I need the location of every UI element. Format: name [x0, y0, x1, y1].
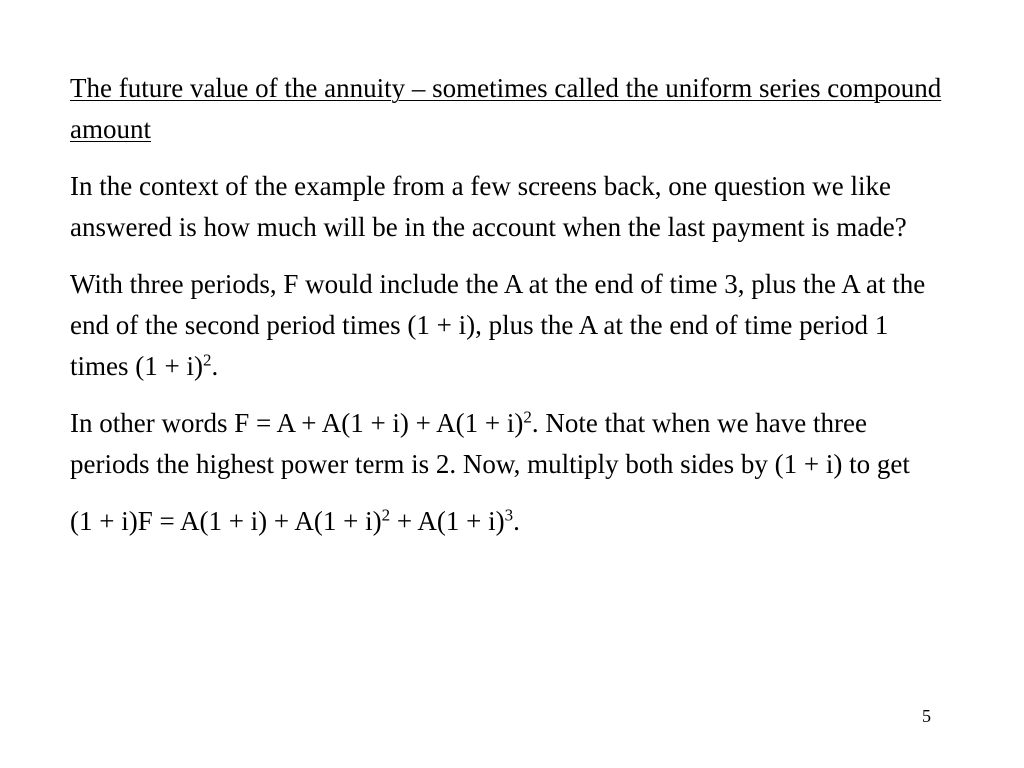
exponent: 2 — [523, 407, 532, 427]
page-number: 5 — [922, 706, 931, 726]
paragraph-other-words — [70, 403, 950, 485]
period-mark: . — [513, 506, 520, 536]
equation-line — [70, 501, 950, 542]
exponent: 2 — [202, 350, 212, 370]
slide-heading: The future value of the annuity – sometimes called the uniform series compound amount — [70, 73, 942, 144]
paragraph-three-periods — [70, 264, 950, 387]
paragraph-context: In the context of the example from a few screens back, one question we like answered is how much will be in the account when the last payment is made? — [70, 171, 907, 242]
equation-part-a: (1 + i)F = A(1 + i) + A(1 + i) — [70, 506, 382, 536]
exponent: 3 — [504, 505, 514, 525]
three-periods-text: With three periods, F would include the A at the end of time 3, plus the A at the end of the second period times (1 + i), plus the A at the end of time period 1 times (1 + i) — [70, 269, 926, 381]
period-mark: . — [211, 351, 219, 381]
note-text: . Note that when we have three periods the highest power term is 2. Now, multiply both sides by (1 + i) to get — [70, 408, 910, 479]
equation-part-b: + A(1 + i) — [390, 506, 505, 536]
formula-text: In other words F = A + A(1 + i) + A(1 + i) — [70, 408, 524, 438]
exponent: 2 — [381, 505, 391, 525]
slide-content — [70, 68, 950, 558]
